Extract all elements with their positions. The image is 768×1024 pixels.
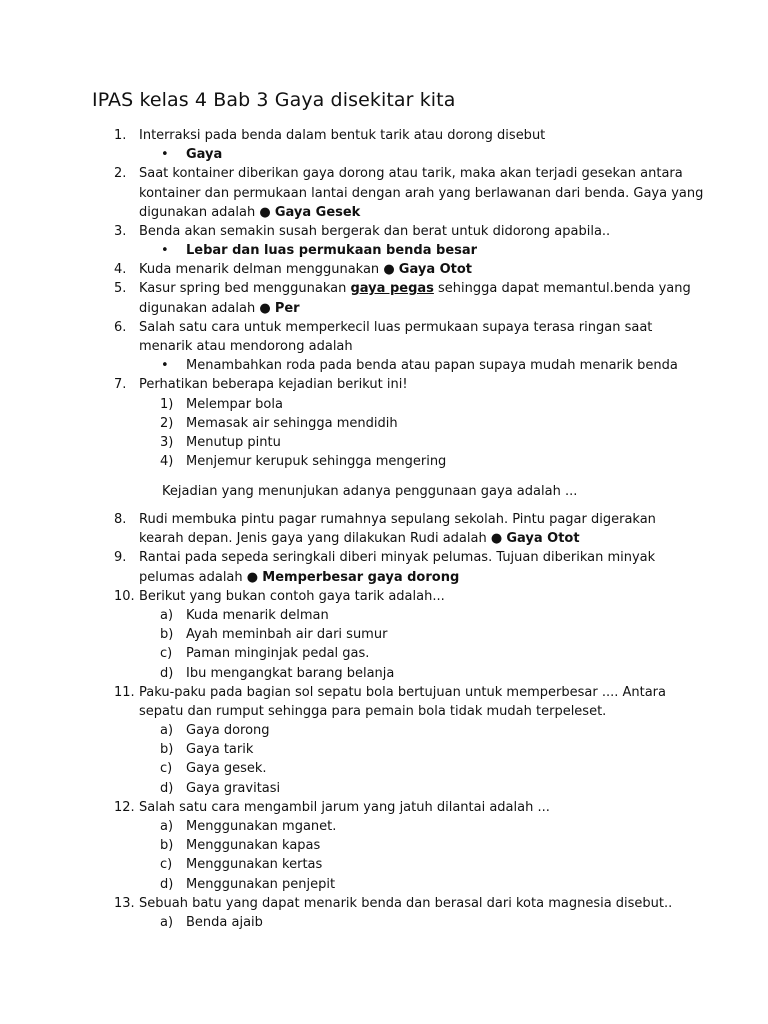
q5-text-post: sehingga dapat memantul.benda yang (438, 281, 691, 296)
q11-line1: Paku-paku pada bagian sol sepatu bola bertujuan untuk memperbesar .... Antara (139, 685, 666, 700)
q8-answer: Gaya Otot (506, 531, 580, 546)
q6-number: 6. (114, 320, 127, 335)
q11-option-d-letter: d) (160, 781, 174, 796)
q3-bullet: • (161, 243, 169, 258)
q3-text: Benda akan semakin susah bergerak dan berat untuk didorong apabila.. (139, 224, 611, 239)
q12-option-b-letter: b) (160, 838, 174, 853)
q12-number: 12. (114, 800, 135, 815)
q9-answer-dot: ● (246, 570, 259, 585)
q4-answer: Gaya Otot (398, 262, 473, 277)
q13-text: Sebuah batu yang dapat menarik benda dan berasal dari kota magnesia disebut.. (139, 896, 673, 911)
q12-option-d-letter: d) (160, 877, 174, 892)
q7-question: Kejadian yang menunjukan adanya penggunaan gaya adalah ... (162, 484, 578, 499)
q1-number: 1. (114, 128, 127, 143)
q10-option-d: Ibu mengangkat barang belanja (186, 666, 395, 681)
q5-line2: digunakan adalah (139, 301, 256, 316)
q2-number: 2. (114, 166, 127, 181)
q6-bullet: • (161, 358, 169, 373)
q5-answer-dot: ● (259, 301, 271, 316)
q1-answer: Gaya (186, 147, 223, 162)
q7-item-2-number: 2) (160, 416, 174, 431)
q6-line1: Salah satu cara untuk memperkecil luas permukaan supaya terasa ringan saat (139, 320, 653, 335)
q7-item-3-number: 3) (160, 435, 174, 450)
q11-option-b: Gaya tarik (186, 742, 254, 757)
q6-line2: menarik atau mendorong adalah (139, 339, 353, 354)
q5-number: 5. (114, 281, 127, 296)
q9-line1: Rantai pada sepeda seringkali diberi minyak pelumas. Tujuan diberikan minyak (139, 550, 656, 565)
q12-option-b: Menggunakan kapas (186, 838, 321, 853)
q2-line2: kontainer dan permukaan lantai dengan arah yang berlawanan dari benda. Gaya yang (139, 186, 704, 201)
q12-option-a-letter: a) (160, 819, 174, 834)
q12-option-a: Menggunakan mganet. (186, 819, 337, 834)
q7-item-4: Menjemur kerupuk sehingga mengering (186, 454, 447, 469)
q8-answer-dot: ● (490, 531, 503, 546)
q13-option-a-letter: a) (160, 915, 174, 930)
q12-option-c: Menggunakan kertas (186, 857, 323, 872)
q7-item-1: Melempar bola (186, 397, 283, 412)
q10-option-a-letter: a) (160, 608, 174, 623)
q8-line2: kearah depan. Jenis gaya yang dilakukan Rudi adalah (139, 531, 487, 546)
q11-number: 11. (114, 685, 135, 700)
q11-option-a-letter: a) (160, 723, 174, 738)
q11-option-c: Gaya gesek. (186, 761, 267, 776)
q11-option-d: Gaya gravitasi (186, 781, 281, 796)
q8-number: 8. (114, 512, 127, 527)
q10-option-c-letter: c) (160, 646, 173, 661)
q2-answer-dot: ● (259, 205, 271, 220)
q8-line1: Rudi membuka pintu pagar rumahnya sepulang sekolah. Pintu pagar digerakan (139, 512, 656, 527)
q11-option-a: Gaya dorong (186, 723, 270, 738)
q4-text: Kuda menarik delman menggunakan (139, 262, 380, 277)
q7-item-1-number: 1) (160, 397, 174, 412)
q5-text-pre: Kasur spring bed menggunakan (139, 281, 347, 296)
q11-option-c-letter: c) (160, 761, 173, 776)
q10-option-b-letter: b) (160, 627, 174, 642)
q2-line3: digunakan adalah (139, 205, 256, 220)
q12-option-d: Menggunakan penjepit (186, 877, 336, 892)
q6-answer: Menambahkan roda pada benda atau papan supaya mudah menarik benda (186, 358, 678, 373)
q5-answer: Per (274, 301, 300, 316)
q9-number: 9. (114, 550, 127, 565)
q10-text: Berikut yang bukan contoh gaya tarik adalah... (139, 589, 445, 604)
q4-number: 4. (114, 262, 127, 277)
q11-line2: sepatu dan rumput sehingga para pemain bola tidak mudah terpeleset. (139, 704, 607, 719)
q12-option-c-letter: c) (160, 857, 173, 872)
q3-answer: Lebar dan luas permukaan benda besar (186, 243, 478, 258)
q2-line1: Saat kontainer diberikan gaya dorong atau tarik, maka akan terjadi gesekan antara (139, 166, 683, 181)
q7-item-4-number: 4) (160, 454, 174, 469)
q1-bullet: • (161, 147, 169, 162)
q13-number: 13. (114, 896, 135, 911)
q10-option-d-letter: d) (160, 666, 174, 681)
page-title: IPAS kelas 4 Bab 3 Gaya disekitar kita (92, 89, 456, 111)
q13-option-a: Benda ajaib (186, 915, 263, 930)
q5-underlined-term: gaya pegas (350, 281, 434, 296)
q7-text: Perhatikan beberapa kejadian berikut ini! (139, 377, 408, 392)
q4-answer-dot: ● (383, 262, 395, 277)
q9-line2: pelumas adalah (139, 570, 243, 585)
q10-option-c: Paman minginjak pedal gas. (186, 646, 370, 661)
q9-answer: Memperbesar gaya dorong (262, 570, 460, 585)
q11-option-b-letter: b) (160, 742, 174, 757)
q12-text: Salah satu cara mengambil jarum yang jatuh dilantai adalah ... (139, 800, 550, 815)
q3-number: 3. (114, 224, 127, 239)
q7-number: 7. (114, 377, 127, 392)
q7-item-3: Menutup pintu (186, 435, 281, 450)
q1-text: Interraksi pada benda dalam bentuk tarik atau dorong disebut (139, 128, 546, 143)
q10-number: 10. (114, 589, 135, 604)
q10-option-b: Ayah meminbah air dari sumur (186, 627, 388, 642)
q2-answer: Gaya Gesek (274, 205, 361, 220)
q10-option-a: Kuda menarik delman (186, 608, 329, 623)
q7-item-2: Memasak air sehingga mendidih (186, 416, 398, 431)
